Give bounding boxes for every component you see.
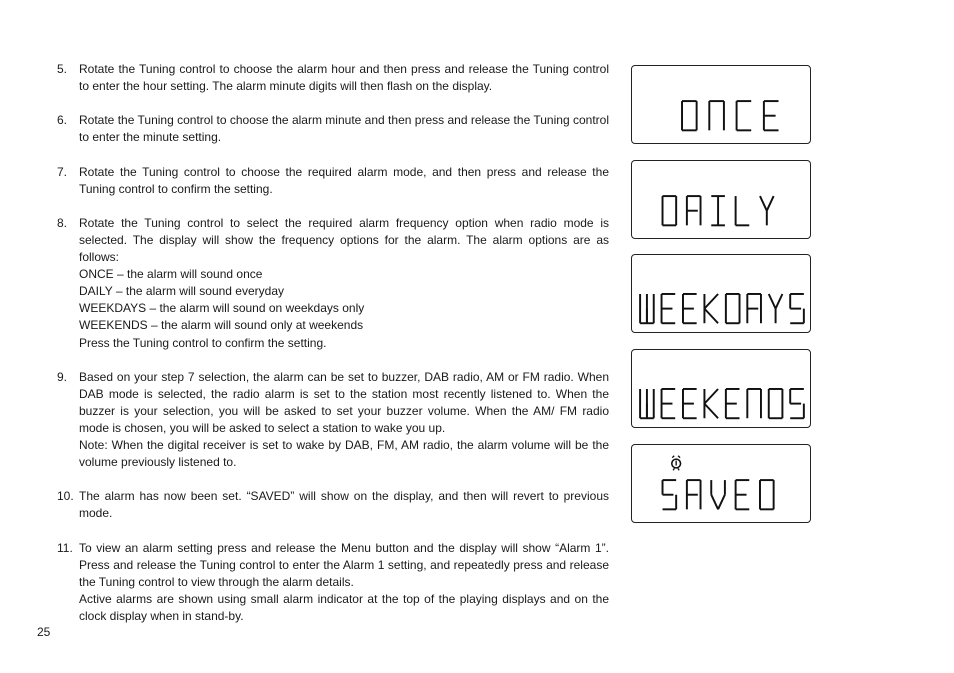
lcd-char-d [663,196,677,225]
lcd-segment-text [632,255,810,332]
lcd-char-e [726,389,740,418]
lcd-char-v [711,480,725,509]
step-number: 9. [57,369,68,384]
step-text: Based on your step 7 selection, the alarm can be set to buzzer, DAB radio, AM or FM radio. When DAB mode is selected, the radio alarm is set to the station most recently listened to. When the buzzer is your selection, you will be asked to set your buzzer volume. When the AM/ FM radio mode is chosen, you will be asked to select a station to wake you up. [79,369,609,435]
lcd-segment-text [632,66,810,143]
lcd-display-saved [631,444,811,523]
step-note: Note: When the digital receiver is set to wake by DAB, FM, AM radio, the alarm volume will be the volume previously listened to. [79,438,609,470]
lcd-char-a [747,294,761,323]
instruction-steps [57,61,609,642]
lcd-char-s [790,389,804,418]
option-once: ONCE – the alarm will sound once [79,267,263,282]
lcd-display-daily [631,160,811,239]
step-number: 5. [57,62,68,76]
lcd-char-s [663,480,677,509]
step-extra: Active alarms are shown using small alarm indicator at the top of the playing displays and on the clock display when in stand-by. [79,591,609,623]
step-number: 8. [57,215,68,230]
step-number: 10. [57,489,74,504]
lcd-char-a [687,196,701,225]
step-number: 11. [57,540,73,555]
lcd-char-o [682,101,697,130]
step-5 [57,61,609,95]
lcd-char-n [709,101,724,130]
lcd-char-y [760,196,774,225]
lcd-char-d [726,294,740,323]
lcd-char-d [769,389,783,418]
option-weekdays: WEEKDAYS – the alarm will sound on weekdays only [79,301,365,316]
step-9 [57,369,609,472]
alarm-clock-icon [672,456,681,471]
step-text: Rotate the Tuning control to choose the alarm hour and then press and release the Tuning control to enter the hour setting. The alarm minute digits will then flash on the display. [79,62,609,94]
lcd-char-s [790,294,804,323]
lcd-char-w [640,389,654,418]
step-11 [57,540,609,625]
lcd-char-e [662,294,676,323]
lcd-char-y [769,294,783,323]
step-text: Rotate the Tuning control to choose the required alarm mode, and then press and release the Tuning control to confirm the setting. [79,164,609,196]
step-10 [57,488,609,522]
step-7 [57,164,609,198]
lcd-char-e [764,101,779,130]
step-text: Rotate the Tuning control to choose the alarm minute and then press and release the Tuning control to enter the minute setting. [79,113,609,145]
lcd-display-once [631,65,811,144]
lcd-char-e [683,389,697,418]
lcd-segment-text [632,161,810,238]
page-number: 25 [37,625,51,639]
lcd-char-i [711,196,725,225]
step-text: To view an alarm setting press and release the Menu button and the display will show “Alarm 1”. Press and release the Tuning control to enter the Alarm 1 setting, and repeatedly press and release the Tuning control to view through the alarm details. [79,540,609,589]
lcd-char-e [736,480,750,509]
lcd-char-w [640,294,654,323]
lcd-display-weekends [631,349,811,428]
lcd-char-e [683,294,697,323]
step-6 [57,112,609,146]
lcd-char-k [704,294,718,323]
step-number: 7. [57,164,68,179]
lcd-char-k [704,389,718,418]
step-number: 6. [57,113,68,128]
option-weekends: WEEKENDS – the alarm will sound only at weekends [79,318,364,333]
lcd-char-a [687,480,701,509]
step-text: The alarm has now been set. “SAVED” will show on the display, and then will revert to previous mode. [79,489,609,521]
lcd-display-weekdays [631,254,811,333]
option-daily: DAILY – the alarm will sound everyday [79,284,284,299]
lcd-char-l [736,196,750,225]
lcd-char-c [737,101,752,130]
step-text: Rotate the Tuning control to select the required alarm frequency option when radio mode is selected. The display will show the frequency options for the alarm. The alarm options are as follows: [79,215,609,265]
lcd-segment-text [632,445,810,522]
step-8 [57,215,609,352]
lcd-char-d [760,480,774,509]
option-confirm: Press the Tuning control to confirm the setting. [79,335,327,350]
lcd-char-e [662,389,676,418]
lcd-segment-text [632,350,810,427]
lcd-char-n [747,389,761,418]
